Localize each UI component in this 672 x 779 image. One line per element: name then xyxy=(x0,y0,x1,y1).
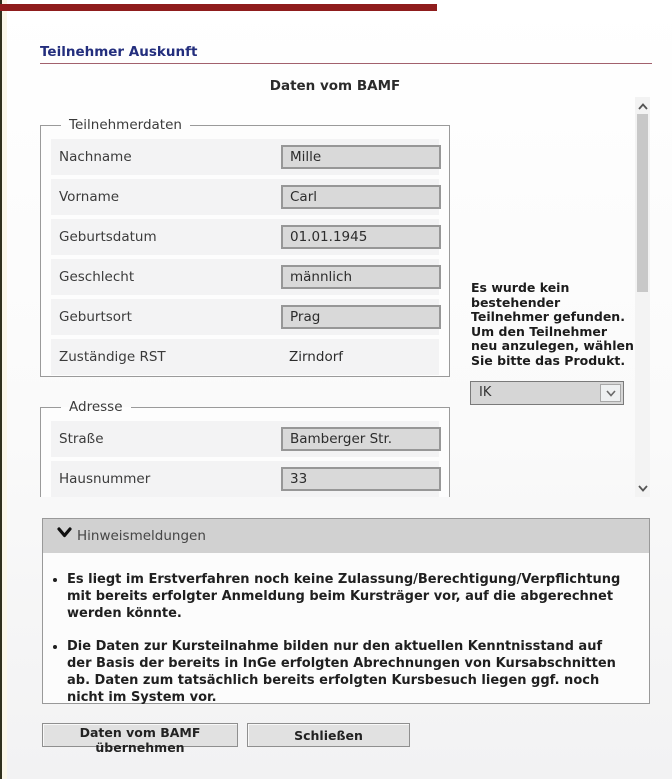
form-row-geburtsort xyxy=(51,299,439,335)
zustaendige-rst-label: Zuständige RST xyxy=(59,349,166,365)
form-row-hausnummer xyxy=(51,461,439,497)
vorname-label: Vorname xyxy=(59,189,120,205)
nachname-label: Nachname xyxy=(59,149,132,165)
scroll-up-button[interactable] xyxy=(635,99,650,113)
hinweismeldungen-title: Hinweismeldungen xyxy=(77,528,206,544)
uebernehmen-button[interactable]: Daten vom BAMF übernehmen xyxy=(42,723,238,747)
schliessen-button[interactable]: Schließen xyxy=(247,723,410,747)
geburtsort-input[interactable] xyxy=(281,305,441,329)
hinweismeldungen-panel xyxy=(42,518,650,704)
hausnummer-label: Hausnummer xyxy=(59,471,151,487)
teilnehmerdaten-fieldset xyxy=(40,117,450,377)
bamf-data-heading: Daten vom BAMF xyxy=(269,78,401,94)
title-divider xyxy=(40,63,652,64)
chevron-up-icon xyxy=(638,103,648,110)
form-row-strasse xyxy=(51,421,439,457)
strasse-input[interactable] xyxy=(281,427,441,451)
product-select-value: IK xyxy=(479,385,492,400)
teilnehmerdaten-legend: Teilnehmerdaten xyxy=(69,117,182,133)
window-edge-highlight xyxy=(2,0,7,779)
product-select[interactable] xyxy=(470,381,624,405)
no-participant-message: Es wurde kein bestehender Teilnehmer gefunden. Um den Teilnehmer neu anzulegen, wählen Sie bitte das Produkt. xyxy=(471,280,634,368)
form-row-geburtsdatum xyxy=(51,219,439,255)
vertical-scrollbar[interactable] xyxy=(635,97,650,497)
scrollbar-thumb[interactable] xyxy=(637,114,648,292)
geburtsdatum-label: Geburtsdatum xyxy=(59,229,157,245)
hinweismeldungen-header[interactable] xyxy=(43,519,649,553)
nachname-input[interactable] xyxy=(281,145,441,169)
scroll-down-button[interactable] xyxy=(635,481,650,495)
form-row-nachname xyxy=(51,139,439,175)
vorname-input[interactable] xyxy=(281,185,441,209)
top-red-bar xyxy=(0,4,437,11)
window-left-border xyxy=(0,0,2,779)
bamf-data-scroll-area xyxy=(40,97,650,497)
hausnummer-input[interactable] xyxy=(281,467,441,491)
hinweismeldungen-body xyxy=(43,553,649,703)
chevron-down-icon xyxy=(606,390,616,397)
geburtsdatum-input[interactable] xyxy=(281,225,441,249)
strasse-label: Straße xyxy=(59,431,104,447)
geburtsort-label: Geburtsort xyxy=(59,309,132,325)
geschlecht-label: Geschlecht xyxy=(59,269,135,285)
hinweis-list xyxy=(67,571,639,706)
zustaendige-rst-value: Zirndorf xyxy=(289,349,343,365)
chevron-down-icon xyxy=(638,485,648,492)
page-title: Teilnehmer Auskunft xyxy=(40,44,198,60)
form-row-geschlecht xyxy=(51,259,439,295)
collapse-chevron-icon[interactable] xyxy=(57,527,72,538)
hinweis-item: • Es liegt im Erstverfahren noch keine Zulassung/Berechtigung/Verpflichtung mit bereits erfolgter Anmeldung beim Kursträger vor, auf die abgerechnet werden könnte. xyxy=(67,571,627,622)
product-select-arrow[interactable] xyxy=(600,384,621,402)
hinweis-item: • Die Daten zur Kursteilnahme bilden nur den aktuellen Kenntnisstand auf der Basis der bereits in InGe erfolgten Abrechnungen von Kursabschnitten ab. Daten zum tatsächlich bereits erfolgten Kursbesuch liegen ggf. noch nicht im System vor. xyxy=(67,638,627,706)
form-row-zustaendige-rst xyxy=(51,339,439,375)
adresse-legend: Adresse xyxy=(69,399,123,415)
form-row-vorname xyxy=(51,179,439,215)
geschlecht-input[interactable] xyxy=(281,265,441,289)
adresse-fieldset xyxy=(40,399,450,497)
